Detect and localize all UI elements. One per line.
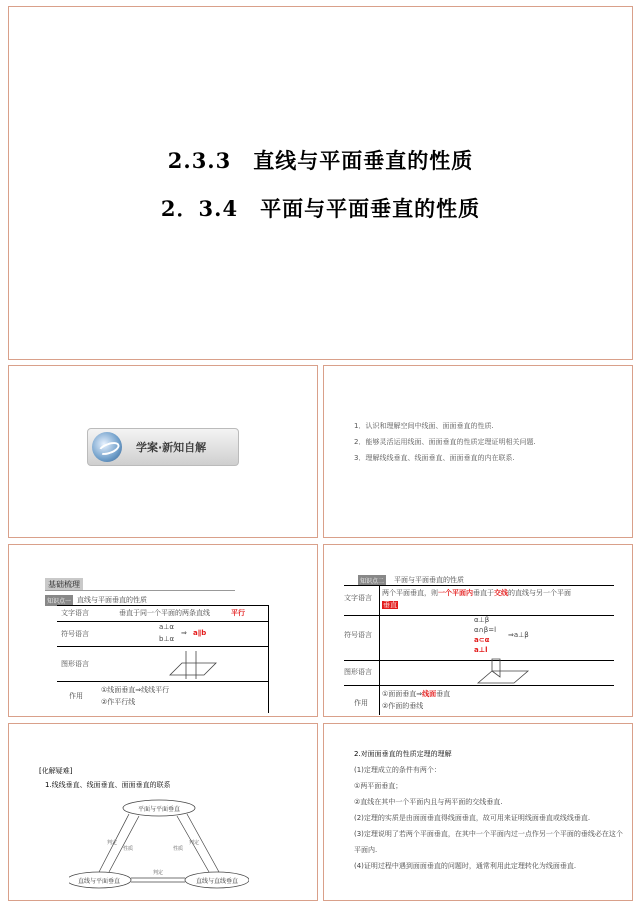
row-text: 垂直于同一个平面的两条直线 [119, 609, 210, 617]
notes-line: (3)定理说明了若两个平面垂直，在其中一个平面内过一点作另一个平面的垂线必在这个平面内. [354, 830, 623, 854]
node-top: 平面与平面垂直 [137, 806, 181, 813]
table-rule [57, 621, 269, 622]
row-label: 图形语言 [61, 660, 89, 668]
goal-item: 2．能够灵活运用线面、面面垂直的性质定理证明相关问题. [354, 438, 536, 446]
row-label: 图形语言 [344, 668, 372, 676]
symbol-line: α∩β=l [474, 626, 497, 634]
symbol-line: α⊥β [474, 616, 490, 624]
row-label: 文字语言 [344, 594, 372, 602]
row-text-line: 垂直 [383, 601, 397, 609]
point-title: 平面与平面垂直的性质 [394, 576, 464, 584]
table-rule [57, 646, 269, 647]
row-label: 作用 [354, 699, 368, 707]
row-keyword: 平行 [231, 609, 245, 617]
symbol-line: a⊥α [159, 623, 175, 631]
badge-label: 学案·新知自解 [136, 441, 207, 454]
diagram-subtitle: 1.线线垂直、线面垂直、面面垂直的联系 [45, 781, 171, 789]
notes-line: (4)证明过程中遇到面面垂直的问题时，通常利用此定理转化为线面垂直. [354, 862, 577, 870]
table-rule [379, 585, 380, 715]
edge-label: 性质 [173, 846, 184, 852]
notes-line: ②直线在其中一个平面内且与两平面的交线垂直. [354, 798, 503, 806]
mouse-logo-icon [92, 432, 122, 462]
perpendicular-planes-figure [474, 657, 534, 687]
implies-arrow-icon: ⇒ [181, 629, 187, 637]
theorem-notes-slide [323, 723, 633, 901]
relation-diagram [69, 794, 249, 894]
usage-item: ①线面垂直⇒线线平行 [101, 686, 170, 694]
symbol-line: a⊂α [474, 636, 490, 644]
edge-label: 判定 [189, 840, 200, 846]
section-header: [化解疑难] [39, 767, 73, 775]
notes-line: (2)定理的实质是由面面垂直得线面垂直，故可用来证明线面垂直或线线垂直. [354, 814, 591, 822]
row-label: 文字语言 [61, 609, 89, 617]
section-header: 基础梳理 [45, 578, 83, 591]
point-tag: 知识点一 [45, 595, 73, 606]
plane-plane-property-slide [323, 544, 633, 717]
usage-item: ①面面垂直⇒线面垂直 [382, 690, 451, 698]
usage-item: ②作面的垂线 [382, 702, 424, 710]
title-slide [8, 6, 633, 360]
table-rule [57, 681, 269, 682]
goal-item: 1．认识和理解空间中线面、面面垂直的性质. [354, 422, 494, 430]
notes-line: (1)定理成立的条件有两个： [354, 766, 441, 774]
section-badge [87, 428, 239, 466]
node-right: 直线与直线垂直 [195, 878, 239, 885]
table-rule [268, 605, 269, 713]
goals-slide [323, 365, 633, 538]
notes-block [354, 746, 626, 874]
symbol-line: b⊥α [159, 635, 175, 643]
relation-diagram-slide [8, 723, 318, 901]
notes-line: ①两平面垂直； [354, 782, 403, 790]
goals-list [354, 418, 624, 466]
row-label: 符号语言 [344, 631, 372, 639]
edge-label: 判定 [107, 840, 118, 846]
edge-label: 判定 [152, 870, 164, 876]
edge-label: 性质 [123, 846, 134, 852]
row-label: 符号语言 [61, 630, 89, 638]
notes-title: 2.对面面垂直的性质定理的理解 [354, 750, 452, 758]
table-rule [57, 605, 269, 606]
usage-item: ②作平行线 [101, 698, 136, 706]
symbol-result: ⇒a⊥β [508, 631, 529, 639]
symbol-line: a⊥l [474, 646, 488, 654]
node-left: 直线与平面垂直 [77, 878, 121, 885]
row-text-line: 两个平面垂直，则一个平面内垂直于交线的直线与另一个平面 [382, 589, 571, 597]
symbol-result: a∥b [193, 629, 207, 637]
section-badge-slide [8, 365, 318, 538]
title-line-1: 2.3.3 直线与平面垂直的性质 [167, 148, 474, 173]
title-line-2: 2．3.4 平面与平面垂直的性质 [160, 196, 481, 221]
parallel-lines-figure [164, 649, 224, 681]
table-rule [344, 585, 614, 586]
point-title: 直线与平面垂直的性质 [77, 596, 147, 604]
goal-item: 3．理解线线垂直、线面垂直、面面垂直的内在联系. [354, 454, 515, 462]
header-rule [45, 590, 235, 591]
line-plane-property-slide [8, 544, 318, 717]
row-label: 作用 [69, 692, 83, 700]
point-tag: 知识点二 [358, 575, 386, 586]
